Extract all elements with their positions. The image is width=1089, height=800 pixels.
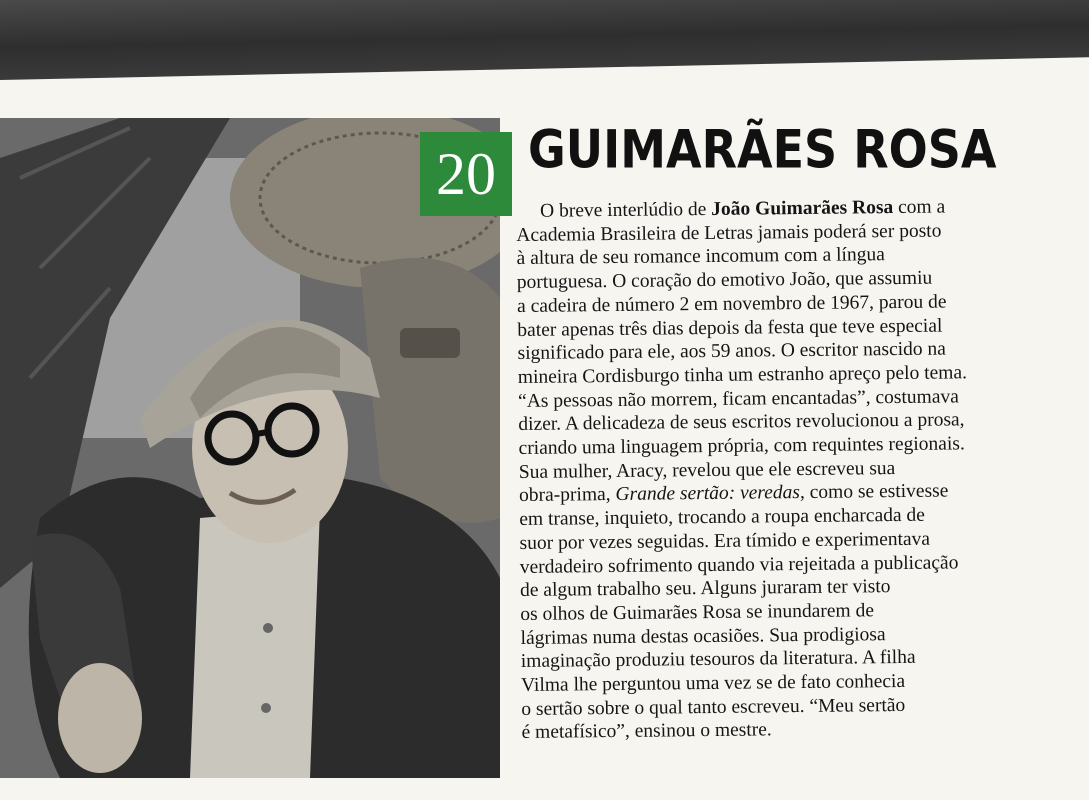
- portrait-photo: [0, 118, 500, 778]
- text-run: mineira Cordisburgo tinha um estranho apreço pelo tema.: [517, 362, 968, 388]
- author-name: João Guimarães Rosa: [711, 197, 894, 220]
- text-run: dizer. A delicadeza de seus escritos revolucionou a prosa,: [518, 409, 965, 436]
- text-run: em transe, inquieto, trocando a roupa encharcada de: [519, 504, 925, 531]
- text-run: criando uma linguagem própria, com requintes regionais.: [518, 433, 965, 460]
- text-run: de algum trabalho seu. Alguns juraram ter visto: [519, 576, 891, 602]
- hand: [58, 663, 142, 773]
- text-run: os olhos de Guimarães Rosa se inundarem de: [520, 600, 875, 625]
- text-run: com a: [893, 196, 946, 219]
- top-dark-band: [0, 0, 1089, 80]
- text-run: suor por vezes seguidas. Era tímido e experimentava: [519, 528, 931, 554]
- portrait-illustration: [0, 118, 500, 778]
- text-run: a cadeira de número 2 em novembro de 1967, parou de: [517, 291, 947, 317]
- text-run: lágrimas numa destas ocasiões. Sua prodigiosa: [520, 623, 886, 649]
- text-run: Academia Brasileira de Letras jamais poderá ser posto: [516, 220, 942, 246]
- text-run: imaginação produziu tesouros da literatura. A filha: [520, 647, 916, 673]
- text-run: Sua mulher, Aracy, revelou que ele escreveu sua: [518, 457, 896, 483]
- text-run: O breve interlúdio de: [540, 198, 712, 222]
- article-line: [521, 716, 1061, 745]
- text-run: o sertão sobre o qual tanto escreveu. “Meu sertão: [521, 694, 906, 720]
- text-run: bater apenas três dias depois da festa que teve especial: [517, 315, 943, 341]
- text-run: portuguesa. O coração do emotivo João, que assumiu: [516, 267, 933, 294]
- shirt: [190, 508, 320, 778]
- article-body: [516, 194, 1062, 745]
- text-run: à altura de seu romance incomum com a língua: [516, 244, 885, 270]
- book-title: Grande sertão: veredas: [615, 482, 801, 506]
- page-number-badge: 20: [420, 132, 512, 216]
- article-title: GUIMARÃES ROSA: [528, 118, 997, 181]
- text-run: verdadeiro sofrimento quando via rejeitada a publicação: [519, 551, 959, 578]
- text-run: “As pessoas não morrem, ficam encantadas”, costumava: [517, 385, 959, 412]
- text-run: Vilma lhe perguntou uma vez se de fato conhecia: [520, 671, 906, 697]
- text-run: , como se estivesse: [799, 480, 949, 504]
- text-run: obra-prima,: [518, 484, 616, 507]
- text-run: é metafísico”, ensinou o mestre.: [521, 719, 772, 744]
- text-run: significado para ele, aos 59 anos. O escritor nascido na: [517, 338, 947, 365]
